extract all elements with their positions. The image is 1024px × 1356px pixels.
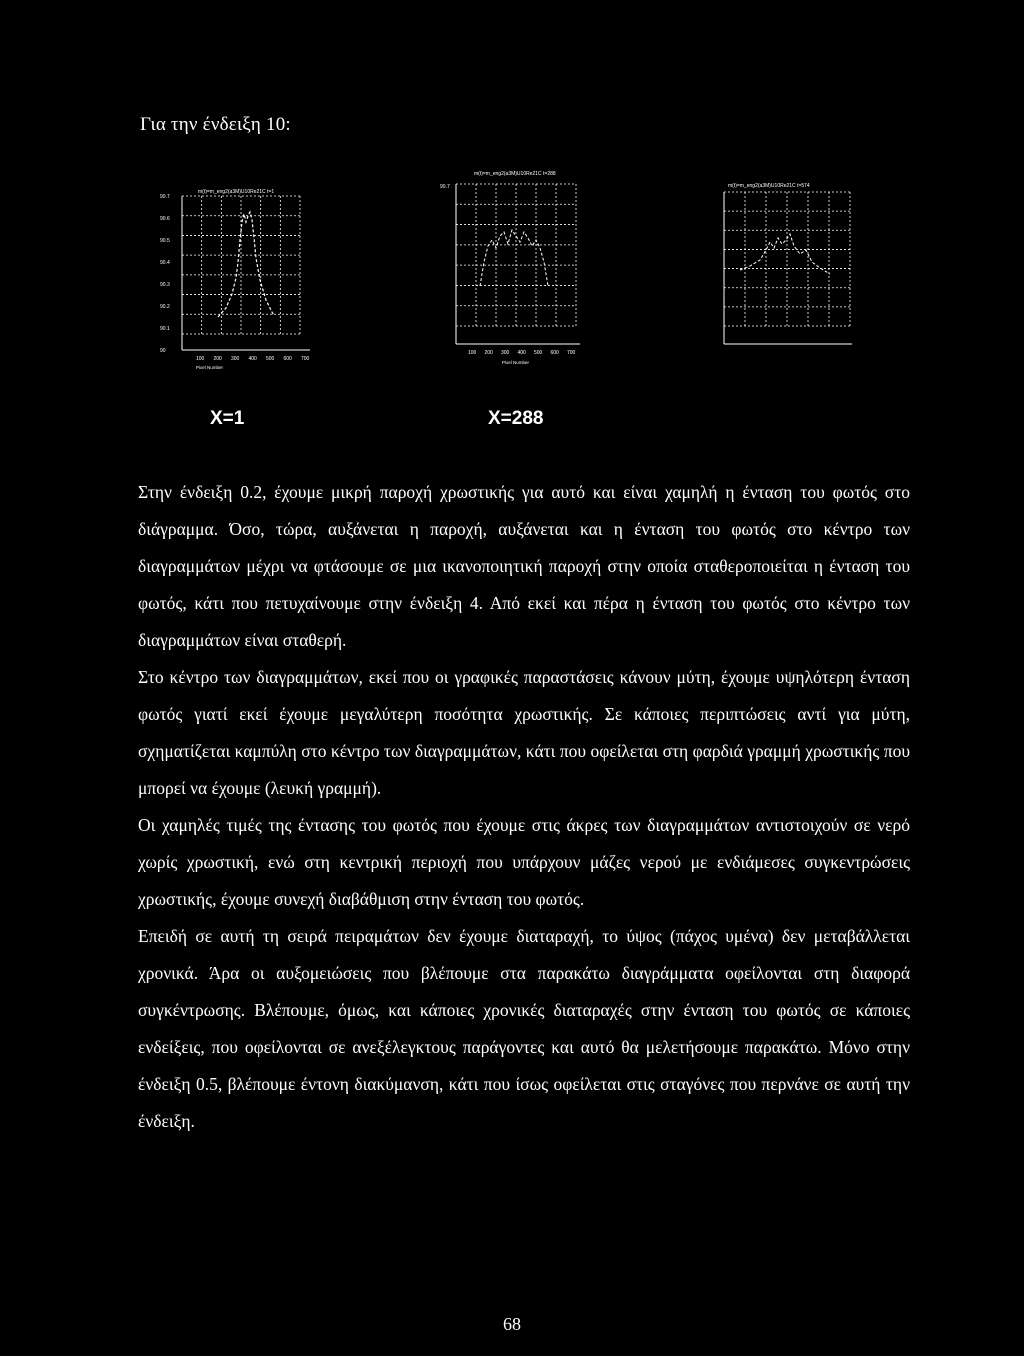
x-tick-label: 400 bbox=[517, 350, 526, 356]
plot-x574 bbox=[710, 170, 860, 355]
paragraph: Οι χαμηλές τιμές της έντασης του φωτός που έχουμε στις άκρες των διαγραμμάτων αντιστοιχούν σε νερό χωρίς χρωστική, ενώ στη κεντρική περιοχή που υπάρχουν μάζες νερού με ενδιάμεσες συγκεντρώσεις χρωστικής, έχουμε συνεχή διαβάθμιση στην ένταση του φωτός. bbox=[138, 815, 910, 909]
intensity-curve bbox=[740, 234, 830, 274]
plot-x288-canvas bbox=[440, 166, 600, 376]
y-tick-label: 90.1 bbox=[160, 326, 170, 332]
intensity-curve bbox=[218, 212, 274, 317]
paragraph: Στο κέντρο των διαγραμμάτων, εκεί που οι γραφικές παραστάσεις κάνουν μύτη, έχουμε υψηλότερη ένταση φωτός γιατί εκεί έχουμε μεγαλύτερη ποσότητα χρωστικής. Σε κάποιες περιπτώσεις αντί για μύτη, σχηματίζεται καμπύλη στο κέντρο των διαγραμμάτων, κάτι που οφείλεται στη φαρδιά γραμμή χρωστικής που μπορεί να έχουμε (λευκή γραμμή). bbox=[138, 667, 910, 798]
y-tick-label: 90.6 bbox=[160, 216, 170, 222]
plot-x574-canvas bbox=[710, 170, 860, 355]
x-tick-label: 700 bbox=[301, 356, 310, 362]
y-tick-label: 90.7 bbox=[160, 194, 170, 200]
x-tick-label: 100 bbox=[196, 356, 205, 362]
intensity-curve bbox=[480, 230, 548, 286]
caption-x288: X=288 bbox=[488, 408, 544, 429]
x-tick-label: 200 bbox=[484, 350, 493, 356]
x-axis-label: Pixel Number bbox=[196, 365, 224, 370]
x-tick-label: 500 bbox=[534, 350, 543, 356]
x-axis-label: Pixel Number bbox=[502, 360, 530, 365]
section-heading: Για την ένδειξη 10: bbox=[140, 114, 291, 135]
plot-x1 bbox=[160, 182, 320, 372]
page-number: 68 bbox=[503, 1314, 521, 1334]
x-tick-label: 300 bbox=[501, 350, 510, 356]
y-tick-label: 90.3 bbox=[160, 282, 170, 288]
y-tick-label: 90.4 bbox=[160, 260, 170, 266]
x-tick-label: 600 bbox=[550, 350, 559, 356]
body-text bbox=[138, 474, 910, 1140]
caption-x1: X=1 bbox=[210, 408, 245, 429]
y-tick-label: 90.5 bbox=[160, 238, 170, 244]
x-tick-label: 600 bbox=[283, 356, 292, 362]
x-tick-label: 400 bbox=[248, 356, 257, 362]
paragraph: Στην ένδειξη 0.2, έχουμε μικρή παροχή χρωστικής για αυτό και είναι χαμηλή η ένταση του φωτός στο διάγραμμα. Όσο, τώρα, αυξάνεται η παροχή, αυξάνεται και η ένταση του φωτός στο κέντρο των διαγραμμάτων μέχρι να φτάσουμε σε μια ικανοποιητική παροχή στην οποία σταθεροποιείται η ένταση του φωτός, κάτι που πετυχαίνουμε στην ένδειξη 4. Από εκεί και πέρα η ένταση του φωτός στο κέντρο των διαγραμμάτων είναι σταθερή. bbox=[138, 482, 910, 650]
y-tick-label: 90.2 bbox=[160, 304, 170, 310]
y-tick-label: 90 bbox=[160, 348, 166, 354]
plot-x1-canvas bbox=[160, 182, 320, 372]
x-tick-label: 300 bbox=[231, 356, 240, 362]
plot-title: m(t)=m_eng2(a3M)U10Re21C t=1 bbox=[198, 189, 275, 195]
x-tick-label: 200 bbox=[213, 356, 222, 362]
x-tick-label: 500 bbox=[266, 356, 275, 362]
plot-x288 bbox=[440, 166, 600, 376]
plot-title: m(t)=m_eng2(a3M)U10Re21C t=288 bbox=[474, 171, 556, 177]
y-tick-label: 90.7 bbox=[440, 184, 450, 190]
plot-title: m(t)=m_eng2(a3M)U10Re21C t=574 bbox=[728, 183, 810, 189]
x-tick-label: 100 bbox=[468, 350, 477, 356]
paragraph: Επειδή σε αυτή τη σειρά πειραμάτων δεν έχουμε διαταραχή, το ύψος (πάχος υμένα) δεν μεταβάλλεται χρονικά. Άρα οι αυξομειώσεις που βλέπουμε στα παρακάτω διαγράμματα οφείλονται στη διαφορά συγκέντρωσης. Βλέπουμε, όμως, και κάποιες χρονικές διαταραχές στην ένταση του φωτός σε κάποιες ενδείξεις, που οφείλονται σε ανεξέλεγκτους παράγοντες και αυτό θα μελετήσουμε παρακάτω. Μόνο στην ένδειξη 0.5, βλέπουμε έντονη διακύμανση, κάτι που ίσως οφείλεται στις σταγόνες που περνάνε σε αυτή την ένδειξη. bbox=[138, 926, 910, 1131]
x-tick-label: 700 bbox=[567, 350, 576, 356]
